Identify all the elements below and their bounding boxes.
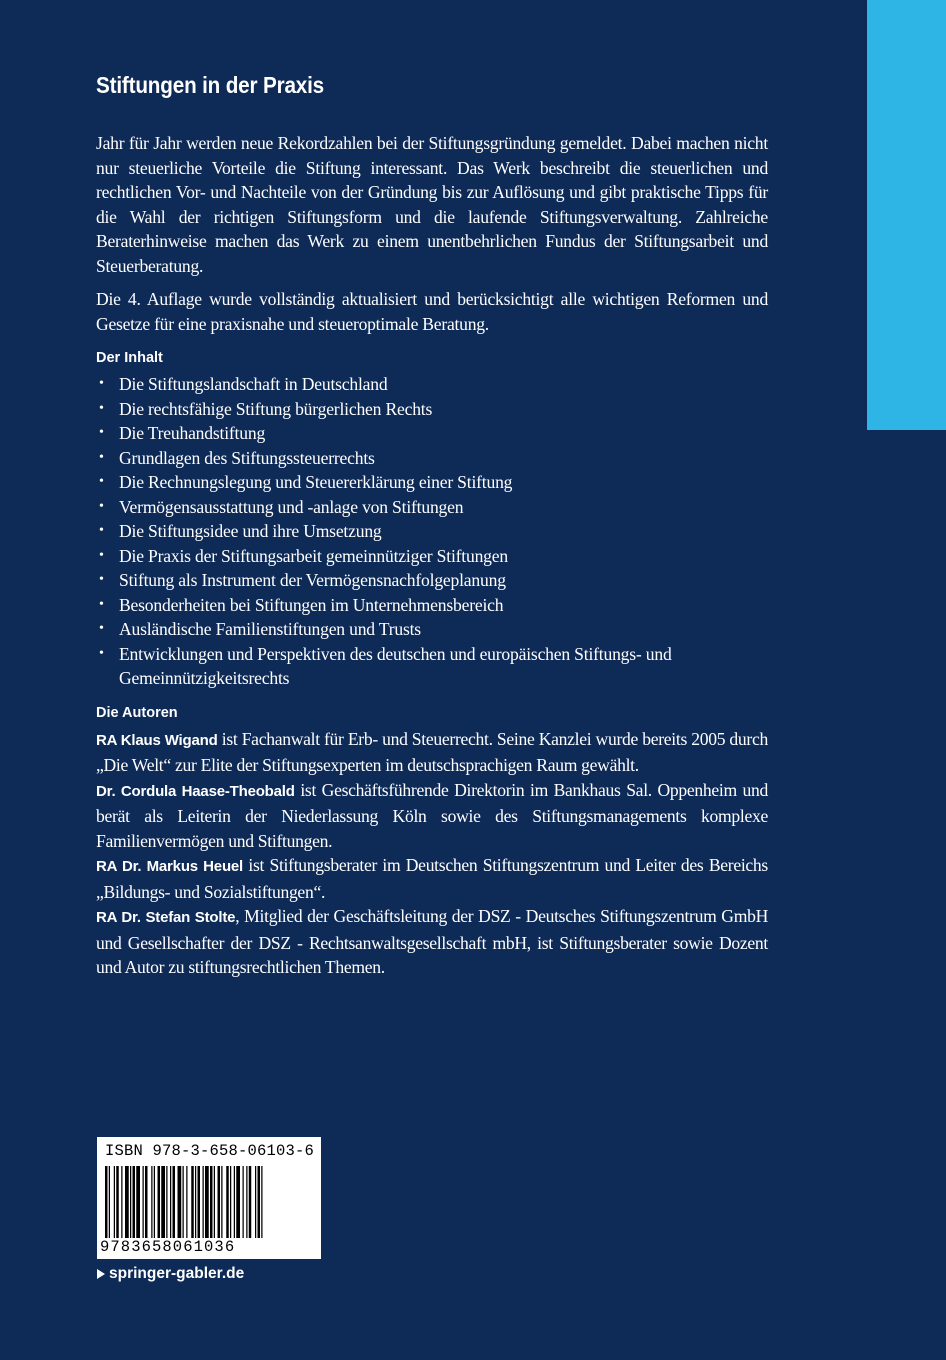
isbn-barcode (97, 1137, 321, 1259)
barcode-bar (203, 1166, 204, 1238)
author-entry: RA Dr. Stefan Stolte, Mitglied der Geschäftsleitung der DSZ - Deutsches Stiftungszentrum GmbH und Gesellschafter der DSZ - Rechtsanwaltsgesellschaft mbH, ist Stiftungsberater sowie Dozent und Autor zu stiftungsrechtlichen Themen. (96, 906, 768, 977)
barcode-bar (178, 1166, 182, 1238)
bullet-icon: • (99, 596, 104, 612)
barcode-bar (198, 1166, 201, 1238)
barcode-bar (116, 1166, 119, 1238)
contents-item: • Grundlagen des Stiftungssteuerrechts (96, 446, 768, 471)
contents-item: • Besonderheiten bei Stiftungen im Unternehmensbereich (96, 593, 768, 618)
contents-item: • Die Rechnungslegung und Steuererklärung einer Stiftung (96, 470, 768, 495)
bullet-icon: • (99, 523, 104, 538)
ean-digits: 9783658061036 (100, 1238, 236, 1256)
barcode-bar (230, 1166, 231, 1238)
authors-heading: Die Autoren (96, 704, 178, 721)
bullet-icon: • (99, 572, 104, 587)
barcode-bar (226, 1166, 229, 1238)
bullet-icon: • (99, 498, 104, 514)
bullet-icon: • (99, 547, 104, 563)
barcode-bar (258, 1166, 261, 1238)
barcode-bar (255, 1166, 256, 1238)
author-entry: RA Dr. Markus Heuel ist Stiftungsberater im Deutschen Stiftungszentrum und Leiter des Bereichs „Bildungs- und Sozialstiftungen“. (96, 855, 768, 902)
bullet-icon: • (99, 449, 104, 465)
barcode-bar (218, 1166, 221, 1238)
barcode-bar (109, 1166, 110, 1238)
author-entry: Dr. Cordula Haase-Theobald ist Geschäftsführende Direktorin im Bankhaus Sal. Oppenheim und berät als Leiterin der Niederlassung Köln sowie des Stiftungsmanagements komplexe Familienvermögen und Stiftungen. (96, 779, 768, 851)
barcode-bar (173, 1166, 176, 1238)
bullet-icon: • (99, 400, 104, 416)
triangle-arrow-icon (97, 1269, 105, 1279)
contents-item: • Die Stiftungslandschaft in Deutschland (96, 372, 768, 397)
contents-item: • Die rechtsfähige Stiftung bürgerlichen Rechts (96, 397, 768, 422)
contents-item: • Stiftung als Instrument der Vermögensnachfolgeplanung (96, 568, 768, 593)
contents-item: • Vermögensausstattung und -anlage von Stiftungen (96, 495, 768, 520)
barcode-bar (210, 1166, 213, 1238)
contents-item: • Entwicklungen und Perspektiven des deutschen und europäischen Stiftungs- und Gemeinnützigkeitsrechts (99, 643, 672, 688)
contents-item: • Die Praxis der Stiftungsarbeit gemeinnütziger Stiftungen (96, 544, 768, 569)
barcode-bar (166, 1166, 167, 1238)
bullet-icon: • (99, 474, 104, 489)
barcode-bar (205, 1166, 209, 1238)
barcode-bar (143, 1166, 144, 1238)
barcode-bar (195, 1166, 196, 1238)
author-name: RA Klaus Wigand (96, 731, 218, 749)
barcode-bar (183, 1166, 184, 1238)
contents-heading: Der Inhalt (96, 350, 163, 366)
barcode-bar (130, 1166, 131, 1238)
isbn-text: ISBN 978-3-658-06103-6 (105, 1142, 315, 1160)
barcode-bar (154, 1166, 155, 1238)
url-text[interactable]: springer-gabler.de (109, 1265, 245, 1282)
barcode-bar (261, 1166, 262, 1238)
barcode-bar (243, 1166, 244, 1238)
barcode-bars (103, 1166, 315, 1238)
barcode-bar (121, 1166, 122, 1238)
barcode-bar (136, 1166, 140, 1238)
bullet-icon: • (99, 425, 104, 440)
bullet-icon: • (99, 376, 104, 391)
barcode-bar (145, 1166, 148, 1238)
barcode-bar (234, 1166, 235, 1238)
description-paragraph: Jahr für Jahr werden neue Rekordzahlen bei der Stiftungsgründung gemeldet. Dabei machen nicht nur steuerliche Vorteile die Stiftung interessant. Das Werk beschreibt die steuerlichen und rechtlichen Vor- und Nachteile von der Gründung bis zur Auflösung und gibt praktische Tipps für die Wahl der richtigen Stiftungsform und die laufende Stiftungsverwaltung. Zahlreiche Beraterhinweise machen das Werk zu einem unentbehrlichen Fundus der Stiftungsarbeit und Steuerberatung. (96, 133, 768, 276)
barcode-bar (158, 1166, 161, 1238)
barcode-bar (114, 1166, 115, 1238)
contents-item: • Die Treuhandstiftung (96, 421, 768, 446)
barcode-bar (170, 1166, 171, 1238)
barcode-bar (221, 1166, 222, 1238)
contents-list (96, 372, 768, 691)
back-cover-content (96, 72, 768, 980)
publisher-url[interactable] (97, 1265, 244, 1283)
barcode-bar (214, 1166, 215, 1238)
author-entry: RA Klaus Wigand ist Fachanwalt für Erb- und Steuerrecht. Seine Kanzlei wurde bereits 2005 durch „Die Welt“ zur Elite der Stiftungsexperten im deutschsprachigen Raum gewählt. (96, 728, 768, 775)
barcode-bar (133, 1166, 136, 1238)
barcode-bar (105, 1166, 108, 1238)
barcode-bar (161, 1166, 165, 1238)
accent-tab (867, 0, 946, 430)
contents-item: • Ausländische Familienstiftungen und Trusts (96, 617, 768, 642)
author-name: RA Dr. Stefan Stolte (96, 909, 236, 926)
author-name: RA Dr. Markus Heuel (96, 858, 244, 875)
barcode-bar (191, 1166, 194, 1238)
barcode-bar (246, 1166, 247, 1238)
barcode-bar (125, 1166, 129, 1238)
book-title: Stiftungen in der Praxis (96, 72, 325, 98)
barcode-bar (249, 1166, 252, 1238)
bullet-icon: • (99, 645, 104, 661)
author-name: Dr. Cordula Haase-Theobald (96, 782, 295, 800)
contents-item: • Die Stiftungsidee und ihre Umsetzung (96, 519, 768, 544)
barcode-bar (186, 1166, 187, 1238)
edition-paragraph: Die 4. Auflage wurde vollständig aktualisiert und berücksichtigt alle wichtigen Reformen und Gesetze für eine praxisnahe und steueroptimale Beratung. (96, 289, 768, 334)
barcode-bar (151, 1166, 152, 1238)
bullet-icon: • (99, 621, 104, 636)
barcode-bar (236, 1166, 240, 1238)
